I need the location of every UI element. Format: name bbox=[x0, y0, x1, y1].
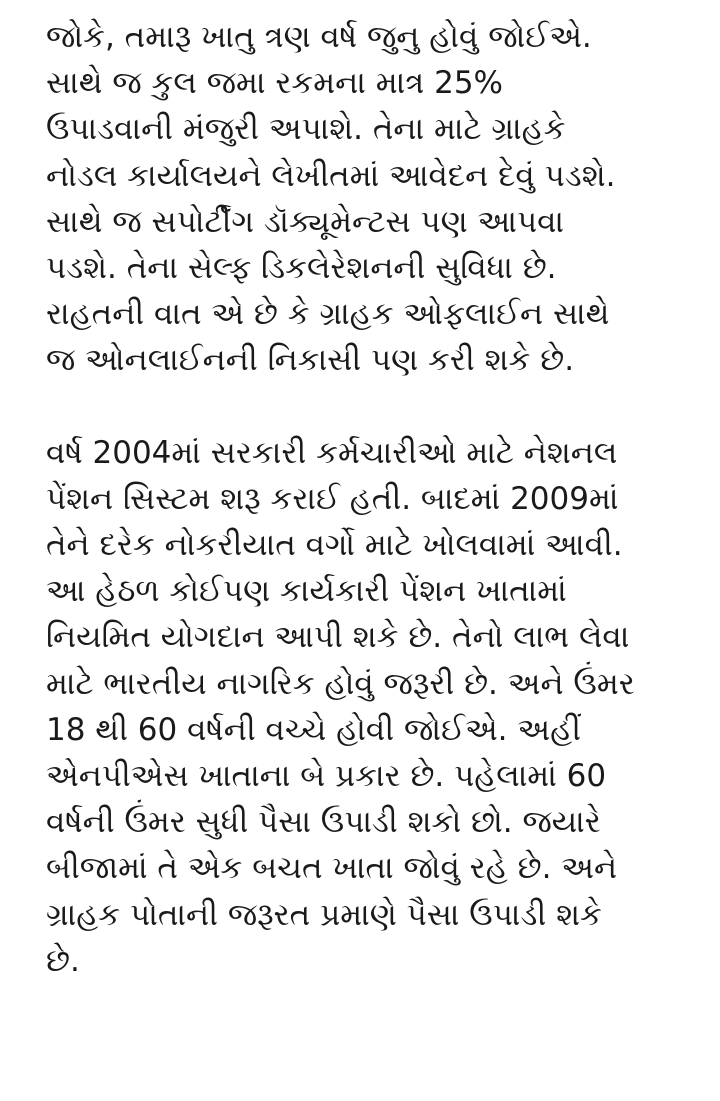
text-line: ઉપાડવાની મંજુરી અપાશે. તેના માટે ગ્રાહકે bbox=[46, 111, 566, 148]
text-line: સાથે જ સપોર્ટીંગ ડૉક્યૂમેન્ટસ પણ આપવા bbox=[46, 203, 564, 240]
text-line: બીજામાં તે એક બચત ખાતા જોવું રહે છે. અને bbox=[46, 850, 618, 887]
text-line: 18 થી 60 વર્ષની વચ્ચે હોવી જોઈએ. અહીં bbox=[46, 711, 581, 748]
text-line: રાહતની વાત એ છે કે ગ્રાહક ઓફલાઈન સાથે bbox=[46, 296, 610, 333]
text-line: આ હેઠળ કોઈપણ કાર્યકારી પેંશન ખાતામાં bbox=[46, 573, 567, 610]
paragraph-account-withdrawal bbox=[46, 14, 706, 384]
text-line: વર્ષ 2004માં સરકારી કર્મચારીઓ માટે નેશનલ bbox=[46, 434, 618, 471]
text-line: તેને દરેક નોકરીયાત વર્ગો માટે ખોલવામાં આવી. bbox=[46, 527, 623, 564]
text-line: ગ્રાહક પોતાની જરૂરત પ્રમાણે પૈસા ઉપાડી શકે bbox=[46, 896, 602, 933]
text-line: વર્ષની ઉંમર સુધી પૈસા ઉપાડી શકો છો. જયારે bbox=[46, 804, 601, 841]
text-line: એનપીએસ ખાતાના બે પ્રકાર છે. પહેલામાં 60 bbox=[46, 758, 607, 795]
text-line: નિયમિત યોગદાન આપી શકે છે. તેનો લાભ લેવા bbox=[46, 619, 630, 656]
text-line: પડશે. તેના સેલ્ફ ડિકલેરેશનની સુવિધા છે. bbox=[46, 250, 557, 287]
text-line: છે. bbox=[46, 942, 80, 979]
text-line: પેંશન સિસ્ટમ શરૂ કરાઈ હતી. બાદમાં 2009માં bbox=[46, 480, 619, 517]
text-line: જ ઓનલાઈનની નિકાસી પણ કરી શકે છે. bbox=[46, 342, 575, 379]
text-line: નોડલ કાર્યાલયને લેખીતમાં આવેદન દેવું પડશે. bbox=[46, 157, 616, 194]
text-line: જોકે, તમારૂ ખાતુ ત્રણ વર્ષ જુનુ હોવું જોઈએ. bbox=[46, 19, 592, 55]
text-line: સાથે જ કુલ જમા રકમના માત્ર 25% bbox=[46, 65, 503, 102]
article-body bbox=[46, 14, 706, 984]
paragraph-nps-details bbox=[46, 430, 706, 984]
text-line: માટે ભારતીય નાગરિક હોવું જરૂરી છે. અને ઉંમર bbox=[46, 665, 635, 702]
